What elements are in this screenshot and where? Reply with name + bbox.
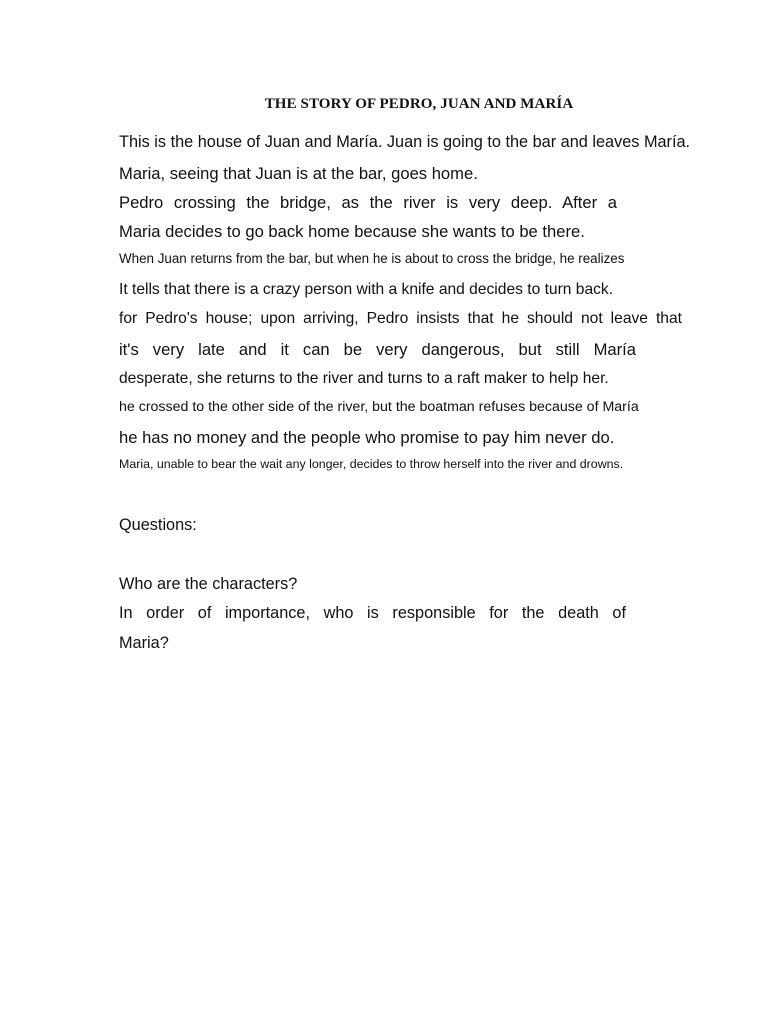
document-title: THE STORY OF PEDRO, JUAN AND MARÍA [264, 96, 574, 112]
story-line-10: he crossed to the other side of the river, but the boatman refuses because of María [119, 399, 639, 415]
story-line-8: it's very late and it can be very dangerous, but still María [119, 340, 636, 359]
question-line-2: In order of importance, who is responsible for the death of [119, 604, 626, 622]
story-line-9: desperate, she returns to the river and turns to a raft maker to help her. [119, 370, 609, 387]
question-line-3: Maria? [119, 634, 169, 652]
story-line-5: When Juan returns from the bar, but when he is about to cross the bridge, he realizes [119, 251, 625, 266]
story-line-12: Maria, unable to bear the wait any longer, decides to throw herself into the river and drowns. [119, 457, 624, 471]
story-line-6: It tells that there is a crazy person with a knife and decides to turn back. [119, 281, 614, 298]
story-line-4: Maria decides to go back home because she wants to be there. [119, 222, 585, 241]
story-line-2: Maria, seeing that Juan is at the bar, goes home. [119, 164, 478, 183]
story-line-3: Pedro crossing the bridge, as the river is very deep. After a [119, 193, 617, 212]
questions-heading: Questions: [119, 516, 197, 534]
story-line-7: for Pedro's house; upon arriving, Pedro insists that he should not leave that [119, 310, 682, 327]
question-line-1: Who are the characters? [119, 575, 298, 593]
story-line-1: This is the house of Juan and María. Juan is going to the bar and leaves María. [119, 133, 691, 151]
story-line-11: he has no money and the people who promise to pay him never do. [119, 428, 615, 447]
